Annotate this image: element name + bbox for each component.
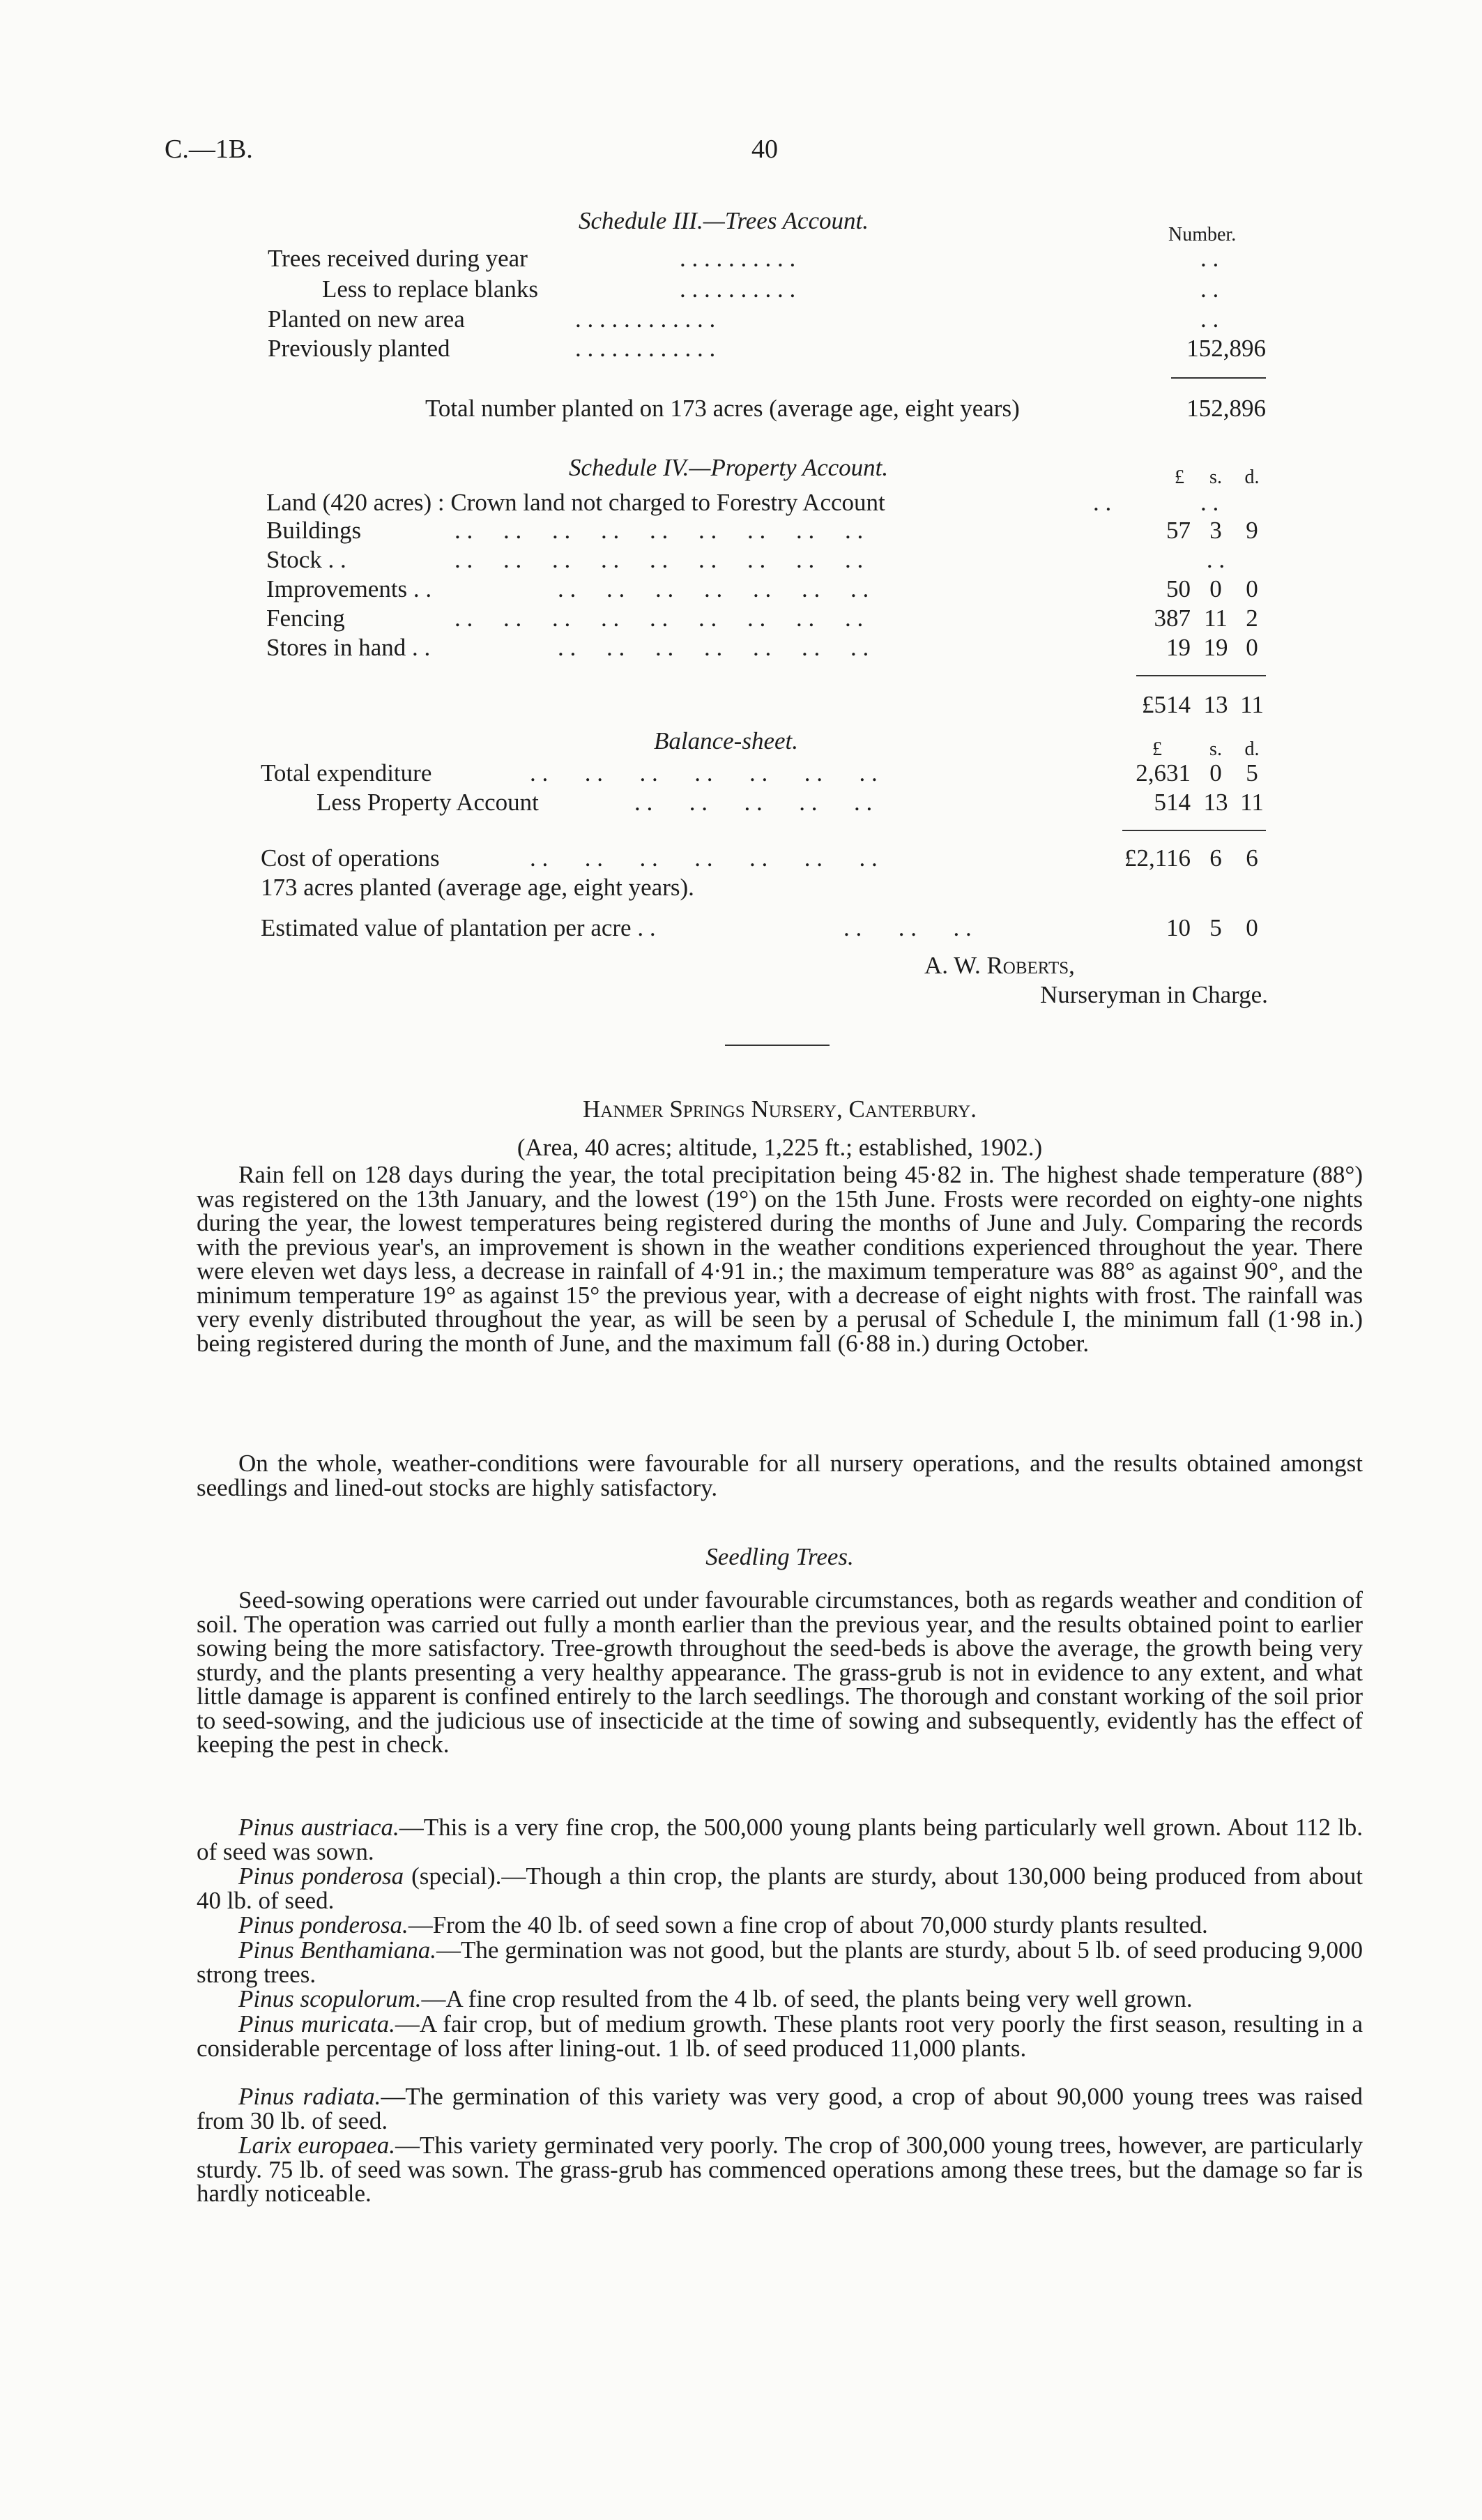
pounds-cell: 514 <box>1154 789 1191 816</box>
species-paragraph <box>197 2012 1363 2060</box>
pence-cell: 5 <box>1246 759 1258 787</box>
nursery-title: Hanmer Springs Nursery, Canterbury. <box>583 1095 977 1123</box>
signature-role: Nurseryman in Charge. <box>1040 981 1268 1008</box>
pounds-cell: 50 <box>1166 575 1191 602</box>
species-paragraph <box>197 1862 1363 1914</box>
leader-dots: . . . . . . . . . . <box>680 275 796 303</box>
col-shillings: s. <box>1209 738 1222 760</box>
total-rule <box>1122 830 1266 831</box>
schedule3-number-col: Number. <box>1168 224 1237 245</box>
cost-shillings: 6 <box>1209 844 1222 872</box>
schedule3-total-label: Total number planted on 173 acres (average age, eight years) <box>425 395 1020 422</box>
species-paragraph <box>197 1913 1363 1938</box>
col-pence: d. <box>1244 738 1260 760</box>
col-pounds: £ <box>1152 738 1162 760</box>
page-reference: C.—1B. <box>165 135 253 164</box>
schedule3-row-value: . . <box>1200 275 1219 303</box>
species-text: —The germination of this variety was very good, a crop of about 90,000 young trees was raised from 30 lb. of seed. <box>197 2083 1363 2134</box>
section-divider <box>725 1045 830 1046</box>
species-text: —A fair crop, but of medium growth. These plants root very poorly the first season, resulting in a considerable percentage of loss after lining-out. 1 lb. of seed produced 11,000 plants. <box>197 2010 1363 2062</box>
shillings-cell: 13 <box>1203 789 1228 816</box>
species-text: —This variety germinated very poorly. The crop of 300,000 young trees, however, are particularly sturdy. 75 lb. of seed was sown. The grass-grub has commenced operations among these trees, but the damage so far is hardly noticeable. <box>197 2132 1363 2207</box>
leader-dots: . . . . . . . . . . . . . . <box>530 759 878 787</box>
balance-title: Balance-sheet. <box>654 727 798 754</box>
conditions-paragraph: On the whole, weather-conditions were favourable for all nursery operations, and the results obtained amongst seedlings and lined-out stocks are highly satisfactory. <box>197 1450 1363 1501</box>
schedule4-total-pence: 11 <box>1240 691 1264 718</box>
pence-cell: 11 <box>1240 789 1264 816</box>
seedling-heading: Seedling Trees. <box>705 1543 854 1570</box>
species-name: Pinus Benthamiana. <box>238 1936 436 1964</box>
schedule4-title: Schedule IV.—Property Account. <box>569 454 889 481</box>
cost-label: Cost of operations <box>261 844 440 872</box>
pence-cell: 2 <box>1246 605 1258 632</box>
leader-dots: . . . . . . <box>843 914 972 941</box>
schedule3-row-value: . . <box>1200 245 1219 272</box>
shillings-cell: . . <box>1206 546 1225 573</box>
seed-sowing-paragraph: Seed-sowing operations were carried out under favourable circumstances, both as regards weather and condition of soil. The operation was carried out fully a month earlier than the previous year, and the results obtained point to earlier sowing being the more satisfactory. Tree-growth throughout the seed-beds is above the average, the growth being very sturdy, and the plants presenting a very healthy appearance. The grass-grub is not in evidence to any extent, and what little damage is apparent is confined entirely to the larch seedlings. The thorough and constant working of the soil prior to seed-sowing, and the judicious use of insecticide at the time of sowing and subsequently, evidently has the effect of keeping the pest in check. <box>197 1586 1363 1758</box>
species-name: Pinus ponderosa <box>238 1862 404 1890</box>
species-paragraph <box>197 1816 1363 1864</box>
property-row-label: Stock . . <box>266 546 346 573</box>
cost-pounds: £2,116 <box>1124 844 1191 872</box>
schedule3-row-label: Less to replace blanks <box>322 275 539 303</box>
species-paragraph <box>197 1938 1363 1987</box>
pence-cell: 0 <box>1246 634 1258 661</box>
land-row-value: . . <box>1200 489 1219 516</box>
species-text: —A fine crop resulted from the 4 lb. of seed, the plants being very well grown. <box>421 1985 1193 2012</box>
pence-cell: 9 <box>1246 517 1258 544</box>
species-name: Larix europaea. <box>238 2132 395 2159</box>
pence-cell: 0 <box>1246 575 1258 602</box>
species-paragraph <box>197 2085 1363 2133</box>
species-paragraph <box>197 2134 1363 2206</box>
pounds-cell: 57 <box>1166 517 1191 544</box>
leader-dots: . . <box>1093 489 1112 516</box>
leader-dots: . . . . . . . . . . . . <box>575 335 716 362</box>
property-row-label: Improvements . . <box>266 575 432 602</box>
property-row-label: Buildings <box>266 517 362 544</box>
schedule3-total-value: 152,896 <box>1186 395 1266 422</box>
shillings-cell: 0 <box>1209 575 1222 602</box>
land-row: Land (420 acres) : Crown land not charged to Forestry Account <box>266 489 885 516</box>
total-rule <box>1136 675 1266 676</box>
property-row-label: Stores in hand . . <box>266 634 431 661</box>
species-name: Pinus muricata. <box>238 2010 395 2037</box>
species-text: —This is a very fine crop, the 500,000 young plants being particularly well grown. About 112 lb. of seed was sown. <box>197 1814 1363 1865</box>
species-text: —The germination was not good, but the plants are sturdy, about 5 lb. of seed producing 9,000 strong trees. <box>197 1936 1363 1988</box>
col-pence: d. <box>1244 466 1260 488</box>
leader-dots: . . . . . . . . . . . . . . . . . . <box>454 546 864 573</box>
schedule3-row-value: 152,896 <box>1186 335 1266 362</box>
nursery-subtitle: (Area, 40 acres; altitude, 1,225 ft.; established, 1902.) <box>517 1134 1043 1161</box>
leader-dots: . . . . . . . . . . . . . . . . . . <box>454 517 864 544</box>
leader-dots: . . . . . . . . . . <box>680 245 796 272</box>
leader-dots: . . . . . . . . . . . . . . <box>558 575 869 602</box>
estimate-pence: 0 <box>1246 914 1258 941</box>
leader-dots: . . . . . . . . . . . . <box>575 305 716 333</box>
page-number: 40 <box>751 135 778 164</box>
leader-dots: . . . . . . . . . . . . . . <box>530 844 878 872</box>
schedule3-row-label: Previously planted <box>268 335 450 362</box>
total-rule <box>1171 377 1266 379</box>
schedule3-row-value: . . <box>1200 305 1219 333</box>
weather-paragraph: Rain fell on 128 days during the year, the total precipitation being 45·82 in. The highest shade temperature (88°) was registered on the 13th January, and the lowest (19°) on the 15th June. Frosts were recorded on eighty-one nights during the year, the lowest temperatures being registered during the months of June and July. Comparing the records with the previous year's, an improvement is shown in the weather conditions experienced throughout the year. There were eleven wet days less, a decrease in rainfall of 4·91 in.; the maximum temperature was 88° as against 90°, and the minimum temperature 19° as against 15° the previous year, with a decrease of eight nights with frost. The rainfall was very evenly distributed throughout the year, as will be seen by a perusal of Schedule I, the minimum fall (1·98 in.) being registered during the month of June, and the maximum fall (6·88 in.) during October. <box>197 1161 1363 1357</box>
schedule3-row-label: Planted on new area <box>268 305 465 333</box>
pounds-cell: 387 <box>1154 605 1191 632</box>
estimate-pounds: 10 <box>1166 914 1191 941</box>
cost-pence: 6 <box>1246 844 1258 872</box>
signature-name: A. W. Roberts, <box>924 952 1075 979</box>
species-name: Pinus austriaca. <box>238 1814 399 1841</box>
species-text: —From the 40 lb. of seed sown a fine crop of about 70,000 sturdy plants resulted. <box>408 1911 1208 1938</box>
species-name: Pinus scopulorum. <box>238 1985 422 2012</box>
species-text: (special).—Though a thin crop, the plants are sturdy, about 130,000 being produced from about 40 lb. of seed. <box>197 1862 1363 1914</box>
balance-row-label: Total expenditure <box>261 759 432 787</box>
schedule4-total-shillings: 13 <box>1203 691 1228 718</box>
species-paragraph <box>197 1987 1363 2012</box>
pounds-cell: 19 <box>1166 634 1191 661</box>
leader-dots: . . . . . . . . . . . . . . <box>558 634 869 661</box>
col-shillings: s. <box>1209 466 1222 488</box>
shillings-cell: 11 <box>1204 605 1228 632</box>
leader-dots: . . . . . . . . . . <box>634 789 873 816</box>
shillings-cell: 0 <box>1209 759 1222 787</box>
pounds-cell: 2,631 <box>1136 759 1191 787</box>
schedule4-total-pounds: £514 <box>1142 691 1191 718</box>
shillings-cell: 3 <box>1209 517 1222 544</box>
balance-row-label: Less Property Account <box>316 789 539 816</box>
estimate-shillings: 5 <box>1209 914 1222 941</box>
leader-dots: . . . . . . . . . . . . . . . . . . <box>454 605 864 632</box>
schedule3-title: Schedule III.—Trees Account. <box>579 207 869 234</box>
col-pounds: £ <box>1175 466 1184 488</box>
estimate-label: Estimated value of plantation per acre . . <box>261 914 656 941</box>
acres-note: 173 acres planted (average age, eight years). <box>261 874 694 901</box>
property-row-label: Fencing <box>266 605 345 632</box>
species-name: Pinus ponderosa. <box>238 1911 408 1938</box>
shillings-cell: 19 <box>1203 634 1228 661</box>
schedule3-row-label: Trees received during year <box>268 245 528 272</box>
species-name: Pinus radiata. <box>238 2083 381 2110</box>
